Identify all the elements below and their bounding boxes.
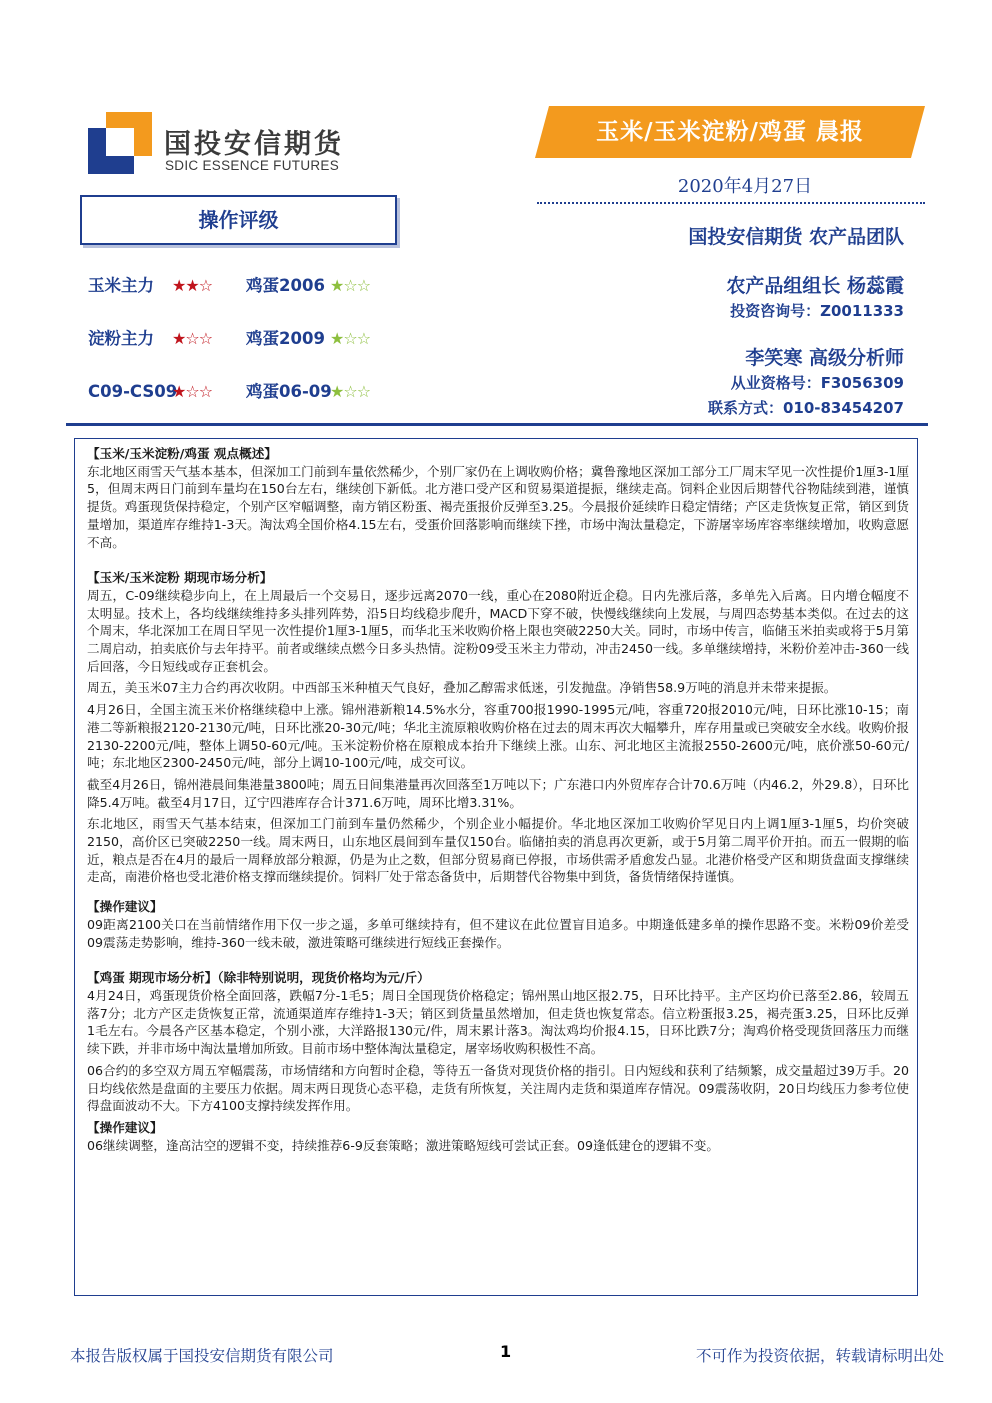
rating-item-name: 鸡蛋2006 — [246, 276, 325, 295]
paragraph: 截至4月26日，锦州港晨间集港量3800吨；周五日间集港量再次回落至1万吨以下；广东港口内外贸库存合计70.6万吨（内46.2，外29.8），日环比降5.4万吨。截至4月17日，辽宁四港库存合计371.6万吨，周环比增3.31%。 — [87, 776, 909, 810]
section-note: （除非特别说明，现货价格均为元/斤） — [217, 970, 430, 986]
paragraph: 4月24日，鸡蛋现货价格全面回落，跌幅7分-1毛5；周日全国现货价格稳定；锦州黑山地区报2.75，日环比持平。主产区均价已落至2.86，较周五落7分；北方产区走货恢复正常，流通渠道库存维持1-3天；销区到货量虽然增加，但走货也恢复常态。信立粉蛋报3.25，褐壳蛋3.25，日环比反弹1毛左右。今晨各产区基本稳定，个别小涨，大洋路报130元/件，周末累计落3。淘汰鸡均价报4.15，日环比跌7分；淘鸡价格受现货回落压力而继续下跌，并非市场中淘汰量增加所致。目前市场中整体淘汰量稳定，屠宰场收购积极性不高。 — [87, 987, 909, 1057]
paragraph: 周五，C-09继续稳步向上，在上周最后一个交易日，逐步远离2070一线，重心在2080附近企稳。日内先涨后落，多单先入后离。日内增仓幅度不太明显。技术上，各均线继续维持多头排列阵势，沿5日均线稳步爬升，MACD下穿不破，快慢线继续向上发展，与周四态势基本类似。在过去的这个周末，华北深加工在周日罕见一次性提价1厘3-1厘5，而华北玉米收购价格上限也突破2250大关。同时，市场中传言，临储玉米拍卖或将于5月第二周启动，拍卖底价与去年持平。前者或继续点燃今日多头热情。淀粉09受玉米主力带动，冲击2450一线。多单继续增持，米粉价差冲击-360一线后回落，今日短线或存正套机会。 — [87, 587, 909, 674]
paragraph: 06合约的多空双方周五窄幅震荡，市场情绪和方向暂时企稳，等待五一备货对现货价格的指引。日内短线和获利了结频繁，成交量超过39万手。20日均线依然是盘面的主要压力依据。周末两日现货心态平稳，走货有所恢复，关注周内走货和渠道库存情况。09震荡收阴，20日均线压力参考位使得盘面波动不大。下方4100支撑持续发挥作用。 — [87, 1062, 909, 1114]
logo-chinese-name: 国投安信期货 — [164, 129, 344, 160]
analyst2-title: 李笑寒 高级分析师 — [745, 347, 904, 369]
team-name: 国投安信期货 农产品团队 — [688, 226, 904, 248]
header-divider — [66, 423, 928, 426]
analyst1-license: 投资咨询号：Z0011333 — [730, 302, 904, 320]
report-date: 2020年4月27日 — [677, 176, 813, 197]
analyst2-contact: 联系方式：010-83454207 — [707, 399, 904, 417]
rating-item-name: C09-CS09 — [88, 382, 178, 401]
rating-item-name: 淀粉主力 — [88, 329, 154, 348]
rating-row — [88, 378, 370, 404]
analyst1-title: 农产品组组长 杨蕊霞 — [726, 275, 904, 297]
section-title-overview: 【玉米/玉米淀粉/鸡蛋 观点概述】 — [87, 446, 277, 461]
rating-item-name: 玉米主力 — [88, 276, 154, 295]
page-footer — [70, 1344, 944, 1368]
section-title-corn-advice: 【操作建议】 — [87, 899, 163, 915]
report-title: 玉米/玉米淀粉/鸡蛋 晨报 — [596, 118, 864, 145]
rating-item-name: 鸡蛋06-09 — [246, 382, 332, 401]
report-content-box — [74, 438, 918, 1296]
section-title-egg-analysis — [87, 969, 909, 987]
star-rating-icon: ★★☆ — [172, 276, 213, 295]
rating-row — [88, 325, 370, 351]
dotted-divider — [537, 202, 925, 204]
section-title-text: 【鸡蛋 期现市场分析】 — [87, 970, 218, 986]
paragraph: 东北地区雨雪天气基本基本，但深加工门前到车量依然稀少，个别厂家仍在上调收购价格；冀鲁豫地区深加工部分工厂周末罕见一次性提价1厘3-1厘5，但周末两日门前到车量均在150台左右，继续创下新低。北方港口受产区和贸易渠道提振，继续走高。饲料企业因后期替代谷物陆续到港，谨慎提货。鸡蛋现货保持稳定，个别产区窄幅调整，南方销区粉蛋、褐壳蛋报价反弹至3.25。今晨报价延续昨日稳定情绪；产区走货恢复正常，销区到货量增加，渠道库存维持1-3天。淘汰鸡全国价格4.15左右，受蛋价回落影响而继续下挫，市场中淘汰量稳定，下游屠宰场库容率继续增加，收购意愿不高。 — [87, 463, 909, 550]
logo-mark-icon — [88, 112, 152, 174]
paragraph: 09距离2100关口在当前情绪作用下仅一步之遥，多单可继续持有，但不建议在此位置盲目追多。中期逢低建多单的操作思路不变。米粉09价差受09震荡走势影响，维持-360一线未破，激进策略可继续进行短线正套操作。 — [87, 916, 909, 950]
rating-row — [88, 272, 370, 298]
star-rating-icon: ★☆☆ — [330, 382, 371, 401]
paragraph: 周五，美玉米07主力合约再次收阴。中西部玉米种植天气良好，叠加乙醇需求低迷，引发抛盘。净销售58.9万吨的消息并未带来提振。 — [87, 680, 837, 696]
report-title-banner — [535, 106, 925, 158]
analyst2-license: 从业资格号：F3056309 — [730, 374, 904, 392]
section-title-egg-advice: 【操作建议】 — [87, 1119, 163, 1135]
page-number: 1 — [500, 1342, 512, 1361]
star-rating-icon: ★☆☆ — [172, 382, 213, 401]
disclaimer-notice: 不可作为投资依据，转载请标明出处 — [695, 1347, 944, 1365]
paragraph: 06继续调整，逢高沽空的逻辑不变，持续推荐6-9反套策略；激进策略短线可尝试正套。09逢低建仓的逻辑不变。 — [87, 1137, 719, 1153]
paragraph: 4月26日，全国主流玉米价格继续稳中上涨。锦州港新粮14.5%水分，容重700报1990-1995元/吨，容重720报2010元/吨，日环比涨10-15；南港二等新粮报2120-2130元/吨，日环比涨20-30元/吨；华北主流原粮收购价格在过去的周末再次大幅攀升，库存用量或已突破安全水线。收购价报2130-2200元/吨，整体上调50-60元/吨。玉米淀粉价格在原粮成本抬升下继续上涨。山东、河北地区主流报2550-2600元/吨，底价涨50-60元/吨；东北地区2300-2450元/吨，部分上调10-100元/吨，成交可议。 — [87, 702, 909, 771]
company-logo — [88, 112, 348, 176]
rating-title-box: 操作评级 — [80, 195, 397, 245]
copyright-notice: 本报告版权属于国投安信期货有限公司 — [70, 1347, 334, 1365]
star-rating-icon: ★☆☆ — [172, 329, 213, 348]
logo-english-name: SDIC ESSENCE FUTURES — [165, 158, 340, 173]
rating-item-name: 鸡蛋2009 — [246, 329, 325, 348]
section-title-corn-analysis: 【玉米/玉米淀粉 期现市场分析】 — [87, 570, 273, 586]
star-rating-icon: ★☆☆ — [330, 276, 371, 295]
paragraph: 东北地区，雨雪天气基本结束，但深加工门前到车量仍然稀少，个别企业小幅提价。华北地区深加工收购价罕见日内上调1厘3-1厘5，均价突破2150，高价区已突破2250一线。周末两日，山东地区晨间到车量仅150台。临储拍卖的消息再次更新，或于5月第二周平价开拍。而五一假期的临近，粮点是否在4月的最后一周释放部分粮源，仍是为止之数，但部分贸易商已停报，市场供需矛盾愈发凸显。北港价格受产区和期货盘面支撑继续走高，南港价格也受北港价格支撑而继续提价。饲料厂处于常态备货中，后期替代谷物集中到货，备货情绪保持谨慎。 — [87, 816, 909, 885]
star-rating-icon: ★☆☆ — [330, 329, 371, 348]
